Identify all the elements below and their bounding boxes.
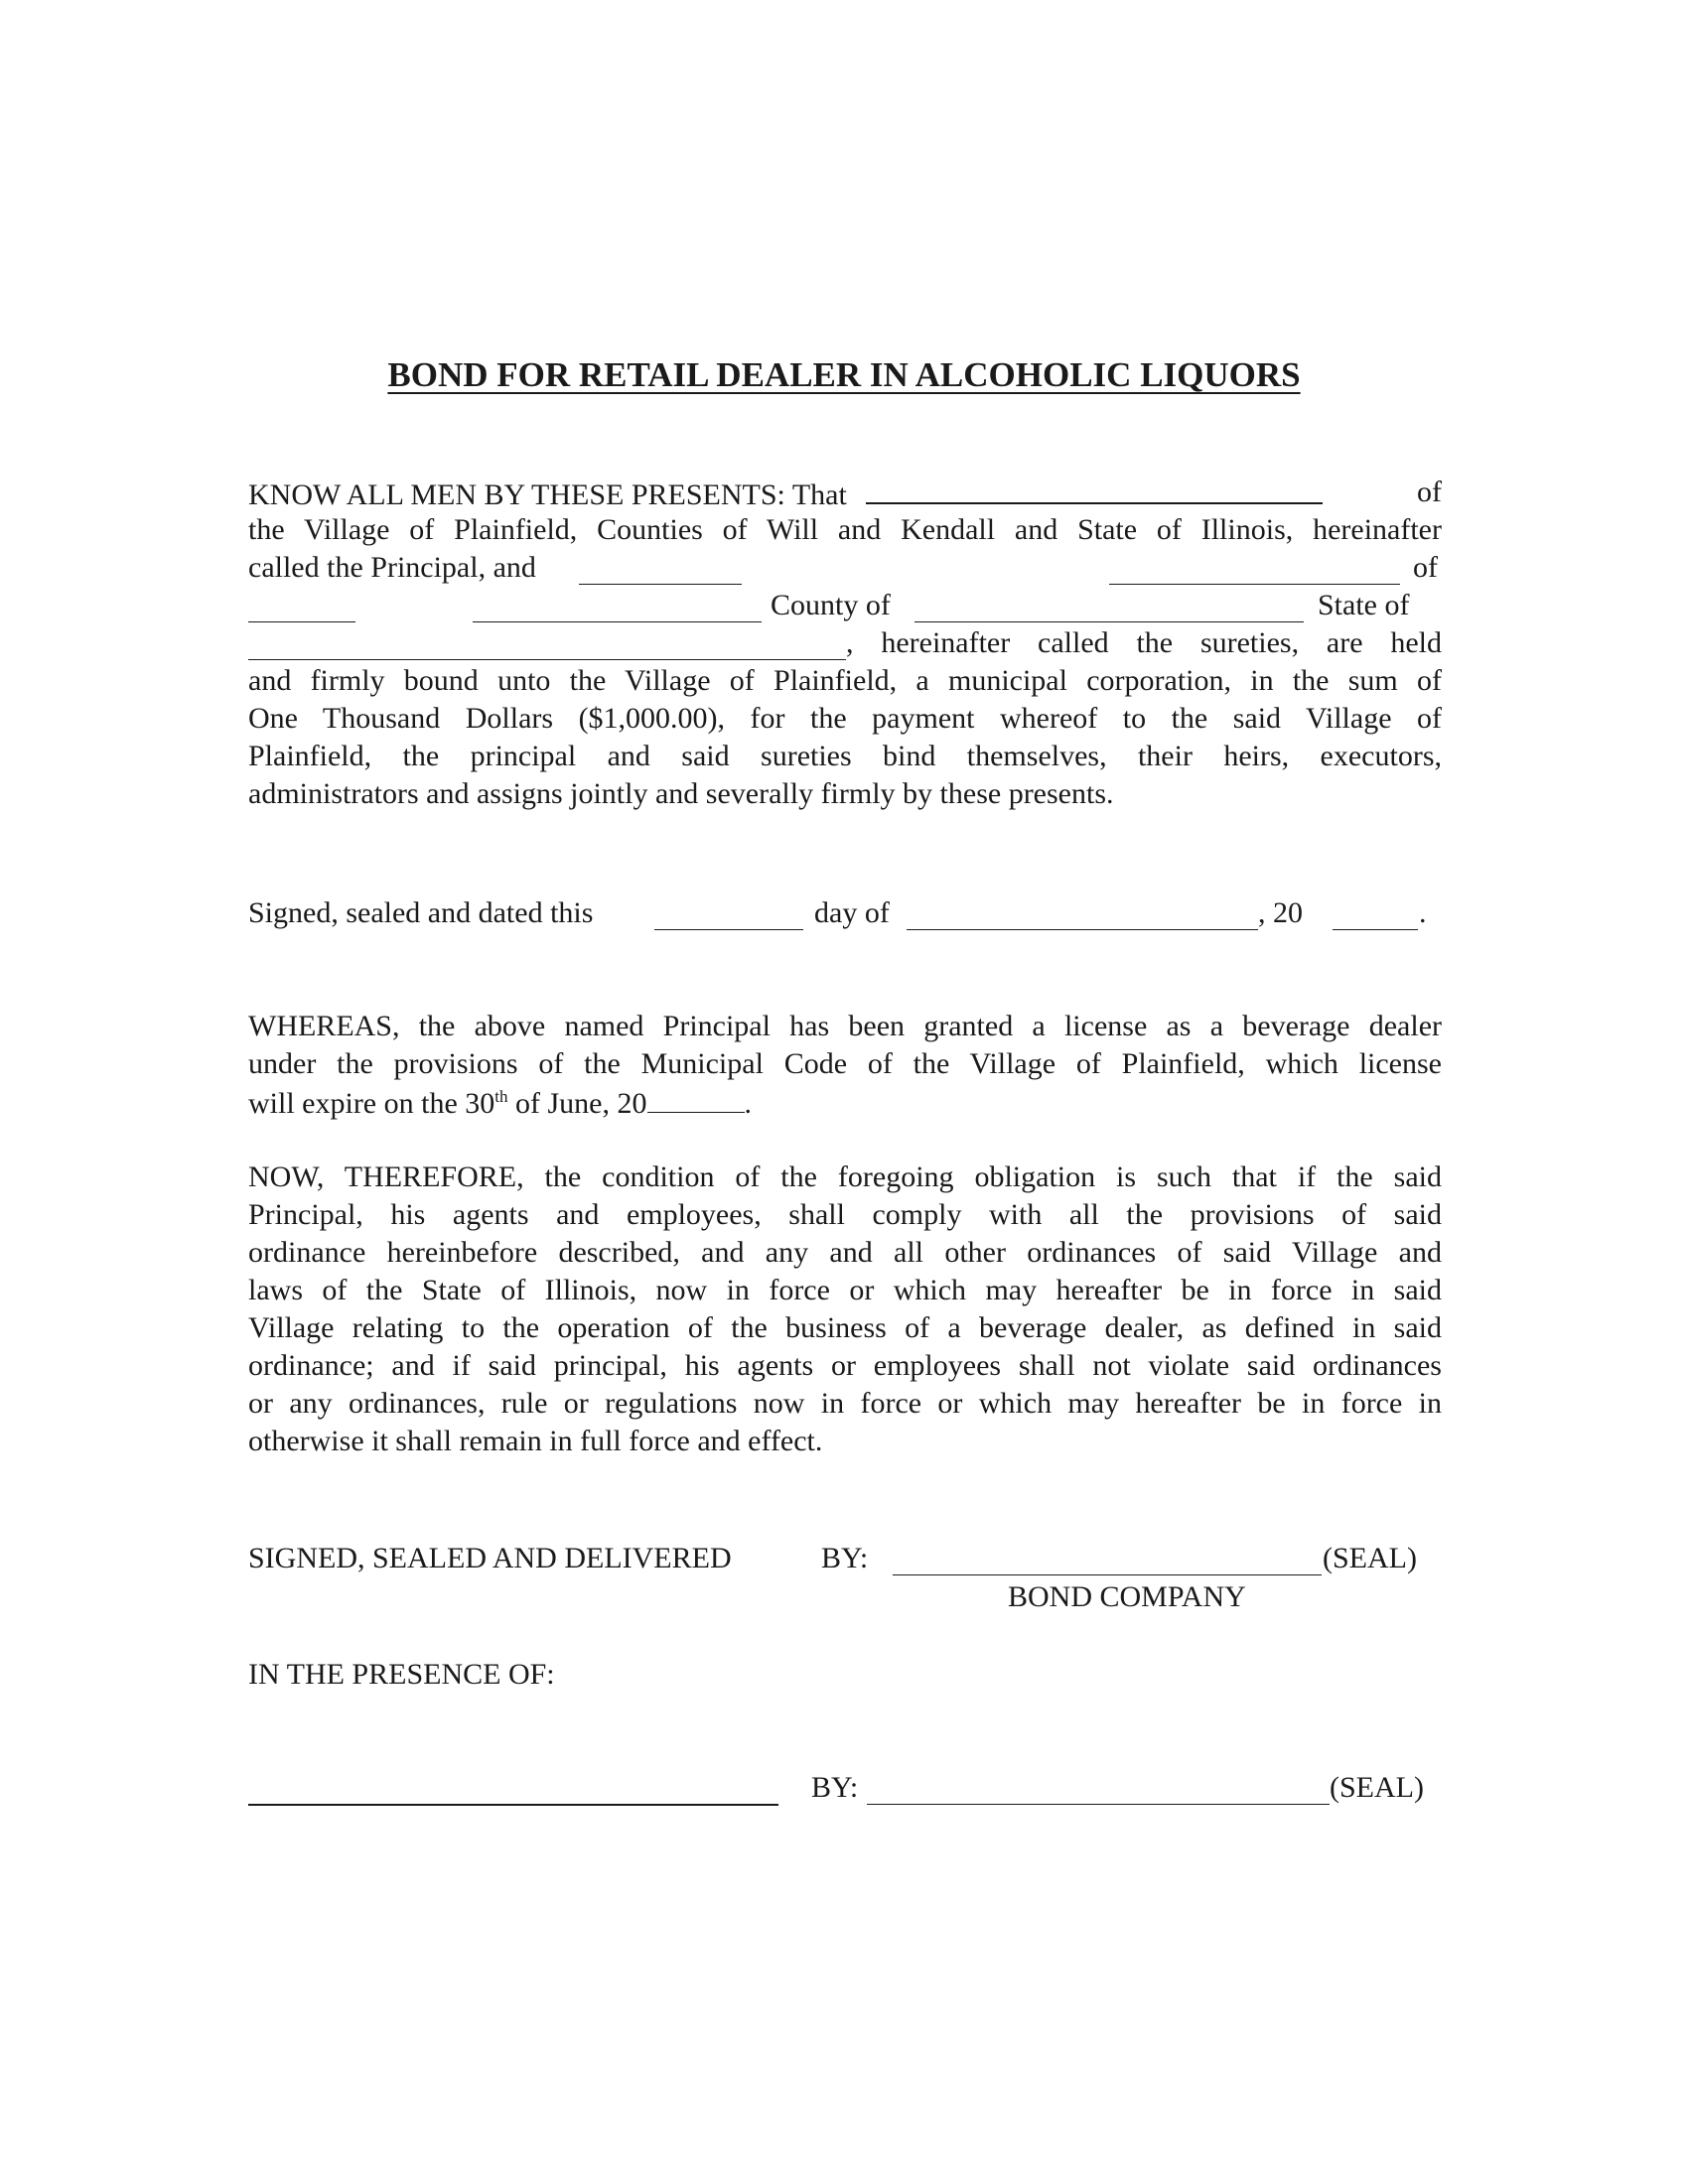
now-therefore-line7: or any ordinances, rule or regulations now in force or which may hereafter be in force in bbox=[248, 1387, 1442, 1420]
witness-signature-field[interactable] bbox=[248, 1804, 778, 1806]
whereas-line2: under the provisions of the Municipal Code of the Village of Plainfield, which license bbox=[248, 1047, 1442, 1080]
surety2-field[interactable] bbox=[1109, 584, 1400, 585]
p1-l1-text: KNOW ALL MEN BY THESE PRESENTS: That bbox=[248, 478, 847, 511]
surety-city-field[interactable] bbox=[248, 621, 355, 622]
whereas-l3-b: of June, 20 bbox=[507, 1087, 647, 1120]
signed-period: . bbox=[1419, 896, 1427, 929]
surety1-field[interactable] bbox=[579, 584, 742, 585]
paragraph1-line9: administrators and assigns jointly and severally firmly by these presents. bbox=[248, 777, 1114, 810]
now-therefore-line3: ordinance hereinbefore described, and any and all other ordinances of said Village and bbox=[248, 1236, 1442, 1269]
principal-name-field[interactable] bbox=[866, 473, 1323, 504]
now-therefore-line2: Principal, his agents and employees, shall comply with all the provisions of said bbox=[248, 1198, 1442, 1231]
whereas-l3-sup: th bbox=[494, 1087, 508, 1106]
by-label-2: BY: bbox=[811, 1771, 859, 1804]
year-field[interactable] bbox=[1333, 929, 1418, 930]
whereas-l3-a: will expire on the 30 bbox=[248, 1087, 495, 1120]
paragraph1-line5: , hereinafter called the sureties, are held bbox=[846, 626, 1442, 659]
bond-company-label: BOND COMPANY bbox=[1008, 1580, 1246, 1613]
p1-l4-county: County of bbox=[771, 589, 891, 621]
bond-company-signature-field[interactable] bbox=[893, 1574, 1322, 1575]
signed-date-text: Signed, sealed and dated this bbox=[248, 896, 594, 929]
by-label-1: BY: bbox=[821, 1542, 869, 1574]
signed-delivered-label: SIGNED, SEALED AND DELIVERED bbox=[248, 1542, 732, 1574]
paragraph1-line3 bbox=[248, 548, 1442, 588]
surety-address-field[interactable] bbox=[473, 621, 762, 622]
now-therefore-line5: Village relating to the operation of the business of a beverage dealer, as defined in said bbox=[248, 1311, 1442, 1344]
paragraph1-line2: the Village of Plainfield, Counties of Will and Kendall and State of Illinois, hereinafter bbox=[248, 513, 1442, 546]
now-therefore-line6: ordinance; and if said principal, his agents or employees shall not violate said ordinances bbox=[248, 1349, 1442, 1382]
expiry-year-field[interactable] bbox=[647, 1082, 745, 1113]
paragraph1-line6: and firmly bound unto the Village of Plainfield, a municipal corporation, in the sum of bbox=[248, 664, 1442, 697]
whereas-line1: WHEREAS, the above named Principal has been granted a license as a beverage dealer bbox=[248, 1010, 1442, 1042]
presence-label: IN THE PRESENCE OF: bbox=[248, 1658, 555, 1691]
whereas-line3 bbox=[248, 1082, 1442, 1122]
now-therefore-line1: NOW, THEREFORE, the condition of the foregoing obligation is such that if the said bbox=[248, 1160, 1442, 1193]
county-field[interactable] bbox=[914, 621, 1304, 622]
seal-label-1: (SEAL) bbox=[1323, 1542, 1417, 1574]
state-field[interactable] bbox=[248, 659, 846, 660]
now-therefore-line4: laws of the State of Illinois, now in force or which may hereafter be in force in said bbox=[248, 1274, 1442, 1306]
p1-l3-text: called the Principal, and bbox=[248, 551, 536, 584]
seal-label-2: (SEAL) bbox=[1330, 1771, 1424, 1804]
p1-l3-of: of bbox=[1413, 551, 1438, 584]
day-field[interactable] bbox=[654, 929, 803, 930]
signed-day-of: day of bbox=[814, 896, 890, 929]
month-field[interactable] bbox=[907, 929, 1258, 930]
now-therefore-line8: otherwise it shall remain in full force and effect. bbox=[248, 1425, 823, 1457]
paragraph1-line1 bbox=[248, 473, 1442, 512]
whereas-l3-c: . bbox=[744, 1087, 752, 1120]
paragraph1-line8: Plainfield, the principal and said sureties bind themselves, their heirs, executors, bbox=[248, 740, 1442, 772]
principal-signature-field[interactable] bbox=[867, 1804, 1330, 1805]
signed-year-prefix: , 20 bbox=[1258, 896, 1303, 929]
p1-l4-state: State of bbox=[1318, 589, 1410, 621]
p1-l1-of: of bbox=[1417, 476, 1442, 508]
paragraph1-line7: One Thousand Dollars ($1,000.00), for the payment whereof to the said Village of bbox=[248, 702, 1442, 735]
document-title: BOND FOR RETAIL DEALER IN ALCOHOLIC LIQUORS bbox=[387, 355, 1301, 394]
